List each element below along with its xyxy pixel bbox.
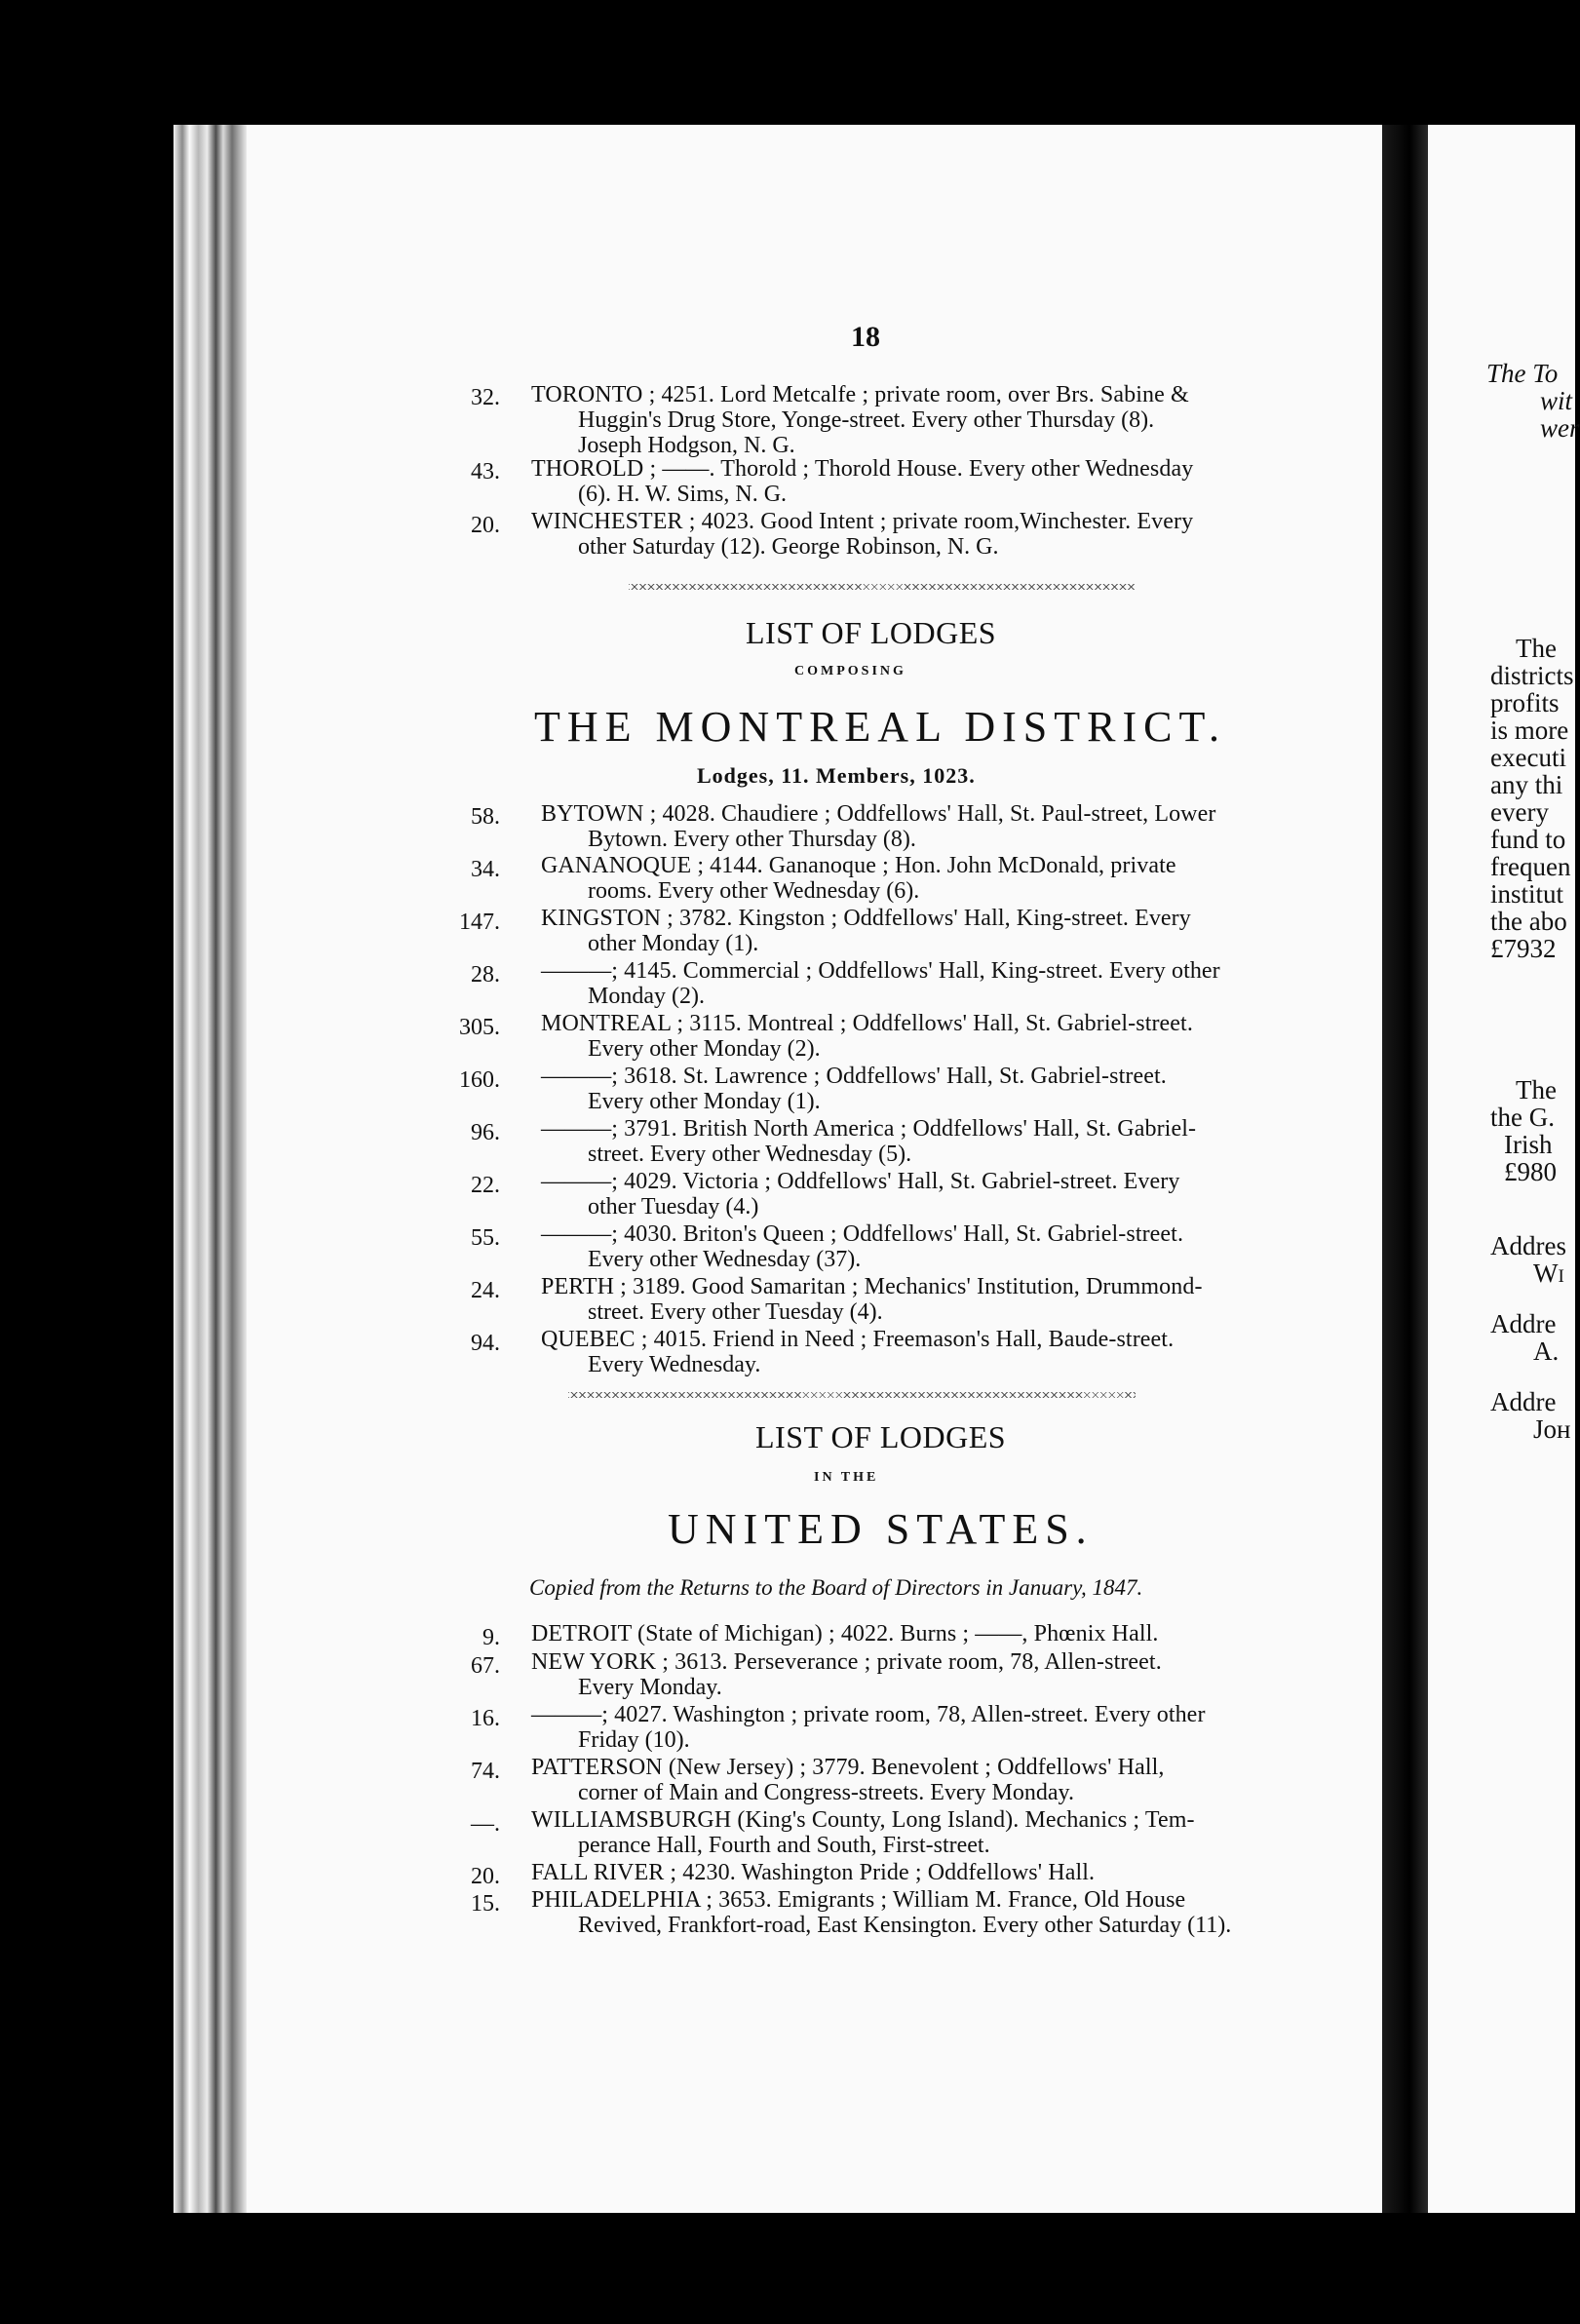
- section-subheading: IN THE: [814, 1470, 879, 1485]
- copied-note: Copied from the Returns to the Board of Directors in January, 1847.: [529, 1575, 1143, 1600]
- page-gutter: [1382, 125, 1428, 2213]
- entry-line: NEW YORK ; 3613. Perseverance ; private room, 78, Allen-street.: [531, 1649, 1162, 1675]
- entry-line: PHILADELPHIA ; 3653. Emigrants ; William M. France, Old House: [531, 1887, 1186, 1913]
- entry-number: 67.: [471, 1653, 500, 1679]
- entry-number: 96.: [471, 1120, 500, 1145]
- entry-line: ———; 4029. Victoria ; Oddfellows' Hall, St. Gabriel-street. Every: [541, 1169, 1180, 1194]
- entry-line: ———; 4027. Washington ; private room, 78, Allen-street. Every other: [531, 1702, 1206, 1727]
- right-fragment: the G.: [1490, 1103, 1555, 1132]
- right-fragment: A.: [1533, 1336, 1560, 1366]
- right-fragment: £980: [1504, 1157, 1557, 1186]
- right-fragment: executi: [1490, 743, 1566, 772]
- entry-line: MONTREAL ; 3115. Montreal ; Oddfellows' Hall, St. Gabriel-street.: [541, 1011, 1193, 1036]
- entry-number: 55.: [471, 1225, 500, 1251]
- entry-line: FALL RIVER ; 4230. Washington Pride ; Oddfellows' Hall.: [531, 1860, 1096, 1885]
- entry-line: THOROLD ; ——. Thorold ; Thorold House. Every other Wednesday: [531, 456, 1194, 482]
- entry-number: 43.: [471, 459, 500, 484]
- right-fragment: wer: [1540, 413, 1580, 443]
- entry-line: ———; 4030. Briton's Queen ; Oddfellows' Hall, St. Gabriel-street.: [541, 1221, 1184, 1247]
- right-fragment: The: [1516, 1075, 1557, 1104]
- section-heading: LIST OF LODGES: [746, 615, 997, 650]
- right-fragment: Addre: [1490, 1387, 1557, 1416]
- right-fragment: is more: [1490, 716, 1569, 745]
- entry-line: GANANOQUE ; 4144. Gananoque ; Hon. John McDonald, private: [541, 853, 1176, 878]
- entry-line: Every Monday.: [578, 1675, 722, 1700]
- right-fragment: fund to: [1490, 825, 1566, 854]
- right-fragment: The To: [1486, 359, 1559, 388]
- entry-line: (6). H. W. Sims, N. G.: [578, 482, 788, 507]
- right-fragment: Addres: [1490, 1231, 1566, 1260]
- entry-line: Monday (2).: [588, 984, 705, 1009]
- entry-line: Revived, Frankfort-road, East Kensington. Every other Saturday (11).: [578, 1913, 1232, 1938]
- entry-number: 58.: [471, 804, 500, 830]
- right-fragment: institut: [1490, 879, 1564, 909]
- entry-number: 94.: [471, 1331, 500, 1356]
- entry-line: Every Wednesday.: [588, 1352, 761, 1377]
- right-fragment: The: [1516, 634, 1557, 663]
- entry-line: other Monday (1).: [588, 931, 759, 956]
- entry-line: QUEBEC ; 4015. Friend in Need ; Freemason's Hall, Baude-street.: [541, 1327, 1175, 1352]
- section-heading: LIST OF LODGES: [755, 1419, 1007, 1454]
- page-number: 18: [851, 321, 880, 353]
- right-fragment: frequen: [1490, 852, 1571, 881]
- right-fragment: the abo: [1490, 907, 1567, 936]
- book-spine: [173, 125, 247, 2213]
- entry-line: rooms. Every other Wednesday (6).: [588, 878, 920, 904]
- entry-line: TORONTO ; 4251. Lord Metcalfe ; private room, over Brs. Sabine &: [531, 382, 1189, 407]
- entry-number: —.: [471, 1811, 500, 1837]
- entry-number: 24.: [471, 1278, 500, 1303]
- entry-number: 74.: [471, 1759, 500, 1784]
- entry-line: street. Every other Wednesday (5).: [588, 1142, 912, 1167]
- right-fragment: any thi: [1490, 770, 1563, 799]
- entry-line: Joseph Hodgson, N. G.: [578, 433, 795, 458]
- entry-line: ———; 3618. St. Lawrence ; Oddfellows' Hall, St. Gabriel-street.: [541, 1064, 1167, 1089]
- right-fragment: every: [1490, 797, 1549, 827]
- entry-line: perance Hall, Fourth and South, First-street.: [578, 1833, 990, 1858]
- entry-line: street. Every other Tuesday (4).: [588, 1299, 883, 1325]
- entry-line: Every other Wednesday (37).: [588, 1247, 862, 1272]
- right-fragment: wit: [1540, 386, 1573, 415]
- entry-number: 20.: [471, 513, 500, 538]
- entry-line: other Tuesday (4.): [588, 1194, 759, 1220]
- entry-line: Huggin's Drug Store, Yonge-street. Every other Thursday (8).: [578, 407, 1155, 433]
- entry-line: corner of Main and Congress-streets. Every Monday.: [578, 1780, 1074, 1805]
- entry-line: other Saturday (12). George Robinson, N. G.: [578, 534, 999, 560]
- entry-number: 28.: [471, 962, 500, 988]
- wavy-divider: [568, 1392, 1136, 1398]
- entry-number: 147.: [459, 910, 500, 935]
- entry-line: Every other Monday (2).: [588, 1036, 821, 1062]
- country-title: UNITED STATES.: [668, 1505, 1094, 1553]
- entry-line: WINCHESTER ; 4023. Good Intent ; private room,Winchester. Every: [531, 509, 1194, 534]
- entry-line: Every other Monday (1).: [588, 1089, 821, 1114]
- district-stats: Lodges, 11. Members, 1023.: [697, 763, 976, 788]
- right-fragment: Irish: [1504, 1130, 1553, 1159]
- right-fragment: Addre: [1490, 1309, 1557, 1338]
- section-subheading: COMPOSING: [794, 664, 906, 678]
- entry-number: 32.: [471, 385, 500, 410]
- entry-line: ———; 3791. British North America ; Oddfellows' Hall, St. Gabriel-: [541, 1116, 1197, 1142]
- entry-line: ———; 4145. Commercial ; Oddfellows' Hall, King-street. Every other: [541, 958, 1220, 984]
- entry-line: PATTERSON (New Jersey) ; 3779. Benevolent ; Oddfellows' Hall,: [531, 1755, 1165, 1780]
- entry-line: BYTOWN ; 4028. Chaudiere ; Oddfellows' Hall, St. Paul-street, Lower: [541, 801, 1216, 827]
- district-title: THE MONTREAL DISTRICT.: [534, 703, 1227, 751]
- wavy-divider: [629, 584, 1136, 590]
- right-page-edge: [1428, 125, 1580, 2213]
- entry-number: 160.: [459, 1067, 500, 1093]
- left-page: [247, 125, 1382, 2213]
- right-fragment: districts: [1490, 661, 1574, 690]
- entry-number: 305.: [459, 1015, 500, 1040]
- right-fragment: Joн: [1533, 1414, 1571, 1444]
- entry-line: WILLIAMSBURGH (King's County, Long Island). Mechanics ; Tem-: [531, 1807, 1195, 1833]
- entry-number: 22.: [471, 1173, 500, 1198]
- entry-line: DETROIT (State of Michigan) ; 4022. Burns ; ——, Phœnix Hall.: [531, 1621, 1159, 1646]
- right-fragment: £7932: [1490, 934, 1557, 963]
- entry-number: 15.: [471, 1891, 500, 1917]
- entry-number: 9.: [482, 1625, 500, 1650]
- right-fragment: Wi: [1533, 1259, 1564, 1288]
- entry-line: Friday (10).: [578, 1727, 690, 1753]
- entry-line: PERTH ; 3189. Good Samaritan ; Mechanics' Institution, Drummond-: [541, 1274, 1203, 1299]
- entry-line: KINGSTON ; 3782. Kingston ; Oddfellows' Hall, King-street. Every: [541, 906, 1191, 931]
- right-fragment: profits: [1490, 688, 1560, 717]
- entry-number: 20.: [471, 1864, 500, 1889]
- entry-number: 16.: [471, 1706, 500, 1731]
- entry-number: 34.: [471, 857, 500, 882]
- entry-line: Bytown. Every other Thursday (8).: [588, 827, 916, 852]
